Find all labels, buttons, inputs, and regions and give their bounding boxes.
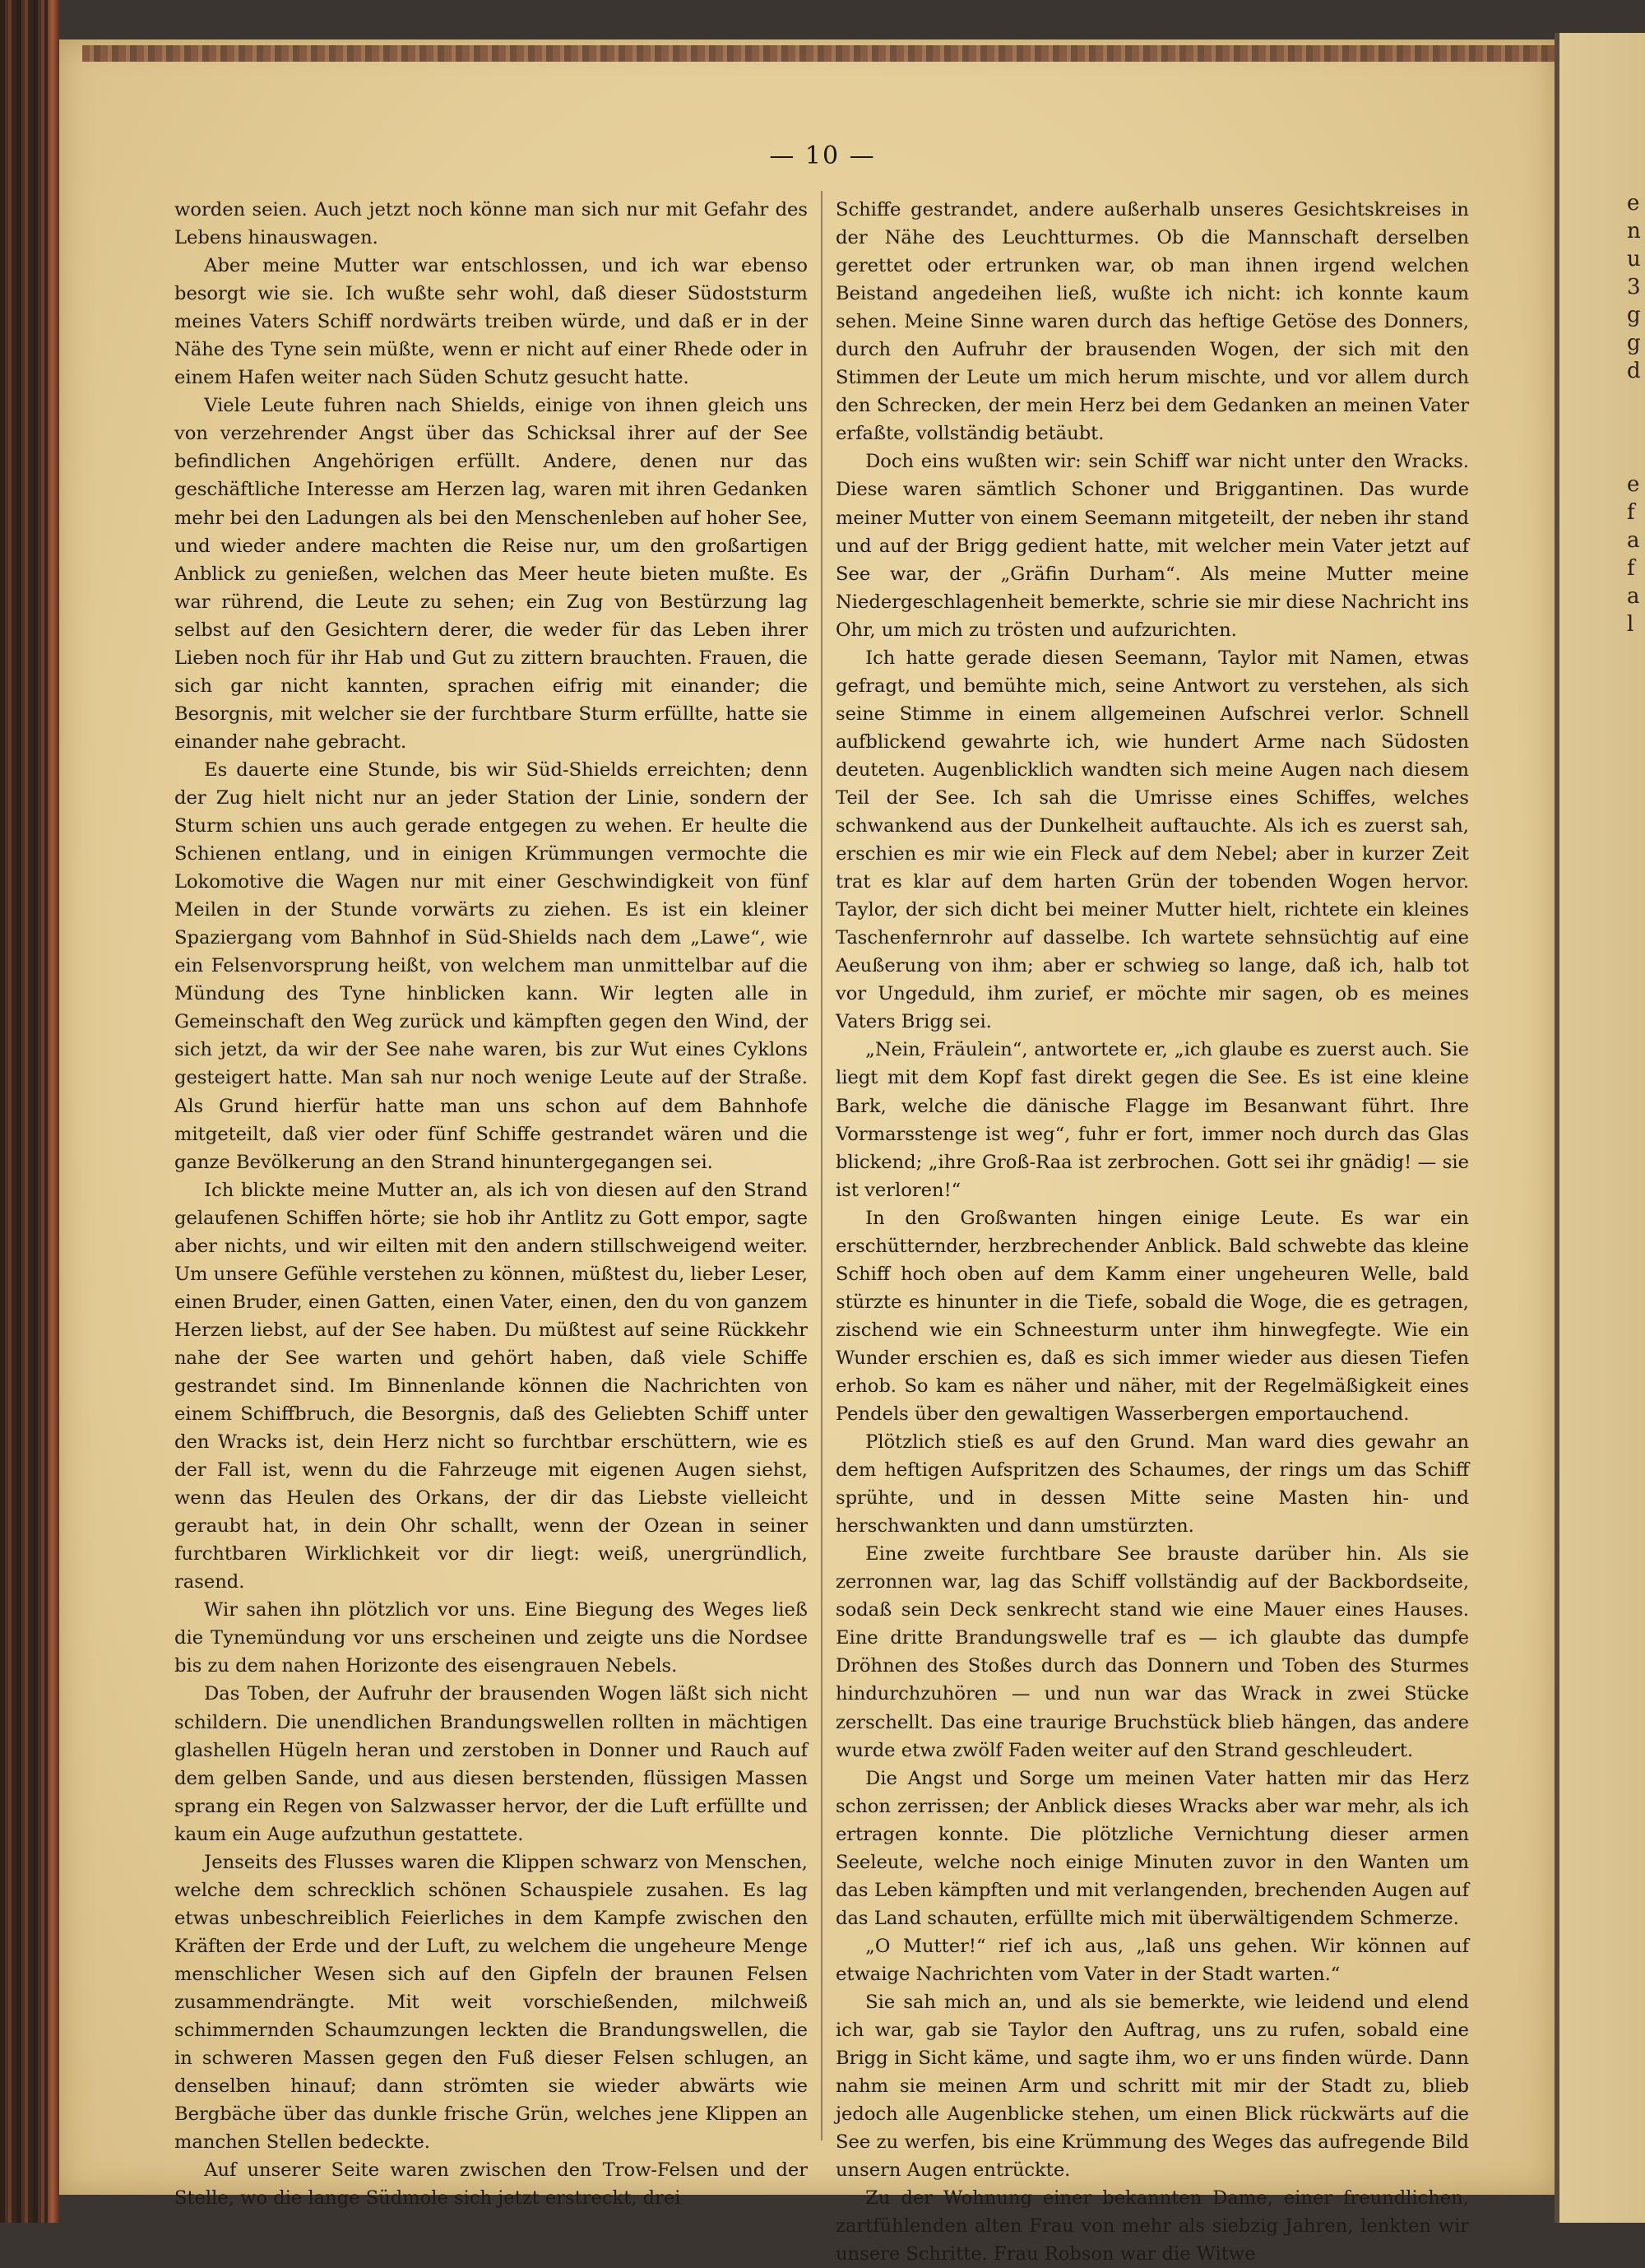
paragraph: Es dauerte eine Stunde, bis wir Süd-Shields erreichten; denn der Zug hielt nicht nur an jeder Station der Linie, sondern der Sturm schien uns auch gerade entgegen zu wehen. Er heulte die Schienen entlang, und in einigen Krümmungen vermochte die Lokomotive die Wagen nur mit einer Geschwindigkeit von fünf Meilen in der Stunde vorwärts zu ziehen. Es ist ein kleiner Spaziergang vom Bahnhof in Süd-Shields nach dem „Lawe“, wie ein Felsenvorsprung heißt, von welchem man unmittelbar auf die Mündung des Tyne hinblicken kann. Wir legten alle in Gemeinschaft den Weg zurück und kämpften gegen den Wind, der sich jetzt, da wir der See nahe waren, bis zur Wut eines Cyklons gesteigert hatte. Man sah nur noch wenige Leute auf der Straße. Als Grund hierfür hatte man uns schon auf dem Bahnhofe mitgeteilt, daß vier oder fünf Schiffe gestrandet wären und die ganze Bevölkerung an den Strand hinuntergegangen sei. [174,758,808,1173]
paragraph: Zu der Wohnung einer bekannten Dame, einer freundlichen, zartfühlenden alten Frau von mehr als siebzig Jahren, lenkten wir unsere Schritte. Frau Robson war die Witwe [836,2187,1469,2266]
paragraph: Wir sahen ihn plötzlich vor uns. Eine Biegung des Weges ließ die Tynemündung vor uns erscheinen und zeigte uns die Nordsee bis zu dem nahen Horizonte des eisengrauen Nebels. [174,1599,808,1677]
margin-letter: f [1627,556,1635,581]
paragraph: worden seien. Auch jetzt noch könne man sich nur mit Gefahr des Lebens hinauswagen. [174,199,808,249]
paragraph: Ich blickte meine Mutter an, als ich von diesen auf den Strand gelaufenen Schiffen hörte; sie hob ihr Antlitz zu Gott empor, sagte aber nichts, und wir eilten mit den andern stillschweigend weiter. Um unsere Gefühle verstehen zu können, müßtest du, lieber Leser, einen Bruder, einen Gatten, einen Vater, einen, den du von ganzem Herzen liebst, auf der See haben. Du müßtest auf seine Rückkehr nahe der See warten und gehört haben, daß viele Schiffe gestrandet sind. Im Binnenlande können die Nachrichten von einem Schiffbruch, die Besorgnis, daß des Geliebten Schiff unter den Wracks ist, dein Herz nicht so furchtbar erschüttern, wie es der Fall ist, wenn du die Fahrzeuge mit eigenen Augen siehst, wenn das Heulen des Orkans, der dir das Liebste vielleicht geraubt hat, in dein Ohr schallt, wenn der Ozean in seiner furchtbaren Wirklichkeit vor dir liegt: weiß, unergründlich, rasend. [174,1179,808,1593]
binding-edge [48,0,59,2223]
margin-letter: l [1627,612,1634,637]
page-number: — 10 — [769,141,876,170]
margin-letter: e [1627,191,1640,216]
paragraph: Schiffe gestrandet, andere außerhalb unseres Gesichtskreises in der Nähe des Leuchtturmes. Ob die Mannschaft derselben gerettet oder ertrunken war, ob man ihnen irgend welchen Beistand angedeihen ließ, wußte ich nicht: ich konnte kaum sehen. Meine Sinne waren durch das heftige Getöse des Donners, durch den Aufruhr der brausenden Wogen, der sich mit den Stimmen der Leute um mich herum mischte, und vor allem durch den Schrecken, der mein Herz bei dem Gedanken an meinen Vater erfaßte, vollständig betäubt. [836,199,1469,445]
paragraph: Jenseits des Flusses waren die Klippen schwarz von Menschen, welche dem schrecklich schönen Schauspiele zusahen. Es lag etwas unbeschreiblich Feierliches in dem Kampfe zwischen den Kräften der Erde und der Luft, zu welchem die ungeheure Menge menschlicher Wesen sich auf den Gipfeln der braunen Felsen zusammendrängte. Mit weit vorschießenden, milchweiß schimmernden Schaumzungen leckten die Brandungswellen, die in schweren Massen gegen den Fuß dieser Felsen schlugen, an denselben hinauf; dann strömten sie wieder abwärts wie Bergbäche über das dunkle frische Grün, welches jene Klippen an manchen Stellen bedeckte. [174,1851,808,2154]
paragraph: Sie sah mich an, und als sie bemerkte, wie leidend und elend ich war, gab sie Taylor den Auftrag, uns zu rufen, sobald eine Brigg in Sicht käme, und sagte ihm, wo er uns finden würde. Dann nahm sie meinen Arm und schritt mit mir der Stadt zu, blieb jedoch alle Augenblicke stehen, um einen Blick rückwärts auf die See zu werfen, bis eine Krümmung des Weges das aufregende Bild unsern Augen entrückte. [836,1992,1469,2182]
paragraph: Aber meine Mutter war entschlossen, und ich war ebenso besorgt wie sie. Ich wußte sehr wohl, daß dieser Südoststurm meines Vaters Schiff nordwärts treiben würde, und daß er in der Nähe des Tyne sein müßte, wenn er nicht auf einer Rhede oder in einem Hafen weiter nach Süden Schutz gesucht hatte. [174,255,808,389]
text-column-right [836,196,1469,2268]
paragraph: Das Toben, der Aufruhr der brausenden Wogen läßt sich nicht schildern. Die unendlichen Brandungswellen rollten in mächtigen glashellen Hügeln heran und zerstoben in Donner und Rauch auf dem gelben Sande, und aus diesen berstenden, flüssigen Massen sprang ein Regen von Salzwasser hervor, der die Luft erfüllte und kaum ein Auge aufzuthun gestattete. [174,1683,808,1845]
page-top-edge [82,45,1555,62]
margin-letter: a [1627,528,1640,553]
text-column-left [174,196,808,2212]
margin-letter: f [1627,500,1635,525]
paragraph: Viele Leute fuhren nach Shields, einige von ihnen gleich uns von verzehrender Angst über das Schicksal ihrer auf der See befindlichen Angehörigen erfüllt. Andere, denen nur das geschäftliche Interesse am Herzen lag, waren mit ihren Gedanken mehr bei den Ladungen als bei den Menschenleben auf hoher See, und wieder andere machten die Reise nur, um den großartigen Anblick zu genießen, welchen das Meer heute bieten mußte. Es war rührend, die Leute zu sehen; ein Zug von Bestürzung lag selbst auf den Gesichtern derer, die weder für das Leben ihrer Lieben noch für ihr Hab und Gut zu zittern brauchten. Frauen, die sich gar nicht kannten, sprachen eifrig mit einander; die Besorgnis, mit welcher sie der furchtbare Sturm erfüllte, hatte sie einander nahe gebracht. [174,395,808,753]
margin-letter: a [1627,584,1640,609]
margin-letter: n [1627,219,1641,243]
paragraph: In den Großwanten hingen einige Leute. Es war ein erschütternder, herzbrechender Anblick. Bald schwebte das kleine Schiff hoch oben auf dem Kamm einer ungeheuren Welle, bald stürzte es hinunter in die Tiefe, sobald die Woge, die es getragen, zischend wie ein Schneesturm unter ihm hinwegfegte. Wie ein Wunder erschien es, daß es sich immer wieder aus diesen Tiefen erhob. So kam es näher und näher, mit der Regelmäßigkeit eines Pendels über den gewaltigen Wasserbergen emportauchend. [836,1207,1469,1426]
margin-letter: 3 [1627,275,1641,299]
paragraph: Eine zweite furchtbare See brauste darüber hin. Als sie zerronnen war, lag das Schiff vollständig auf der Backbordseite, sodaß sein Deck senkrecht stand wie eine Mauer eines Hauses. Eine dritte Brandungswelle traf es — ich glaubte das dumpfe Dröhnen des Stoßes durch das Donnern und Toben des Sturmes hindurchzuhören — und nun war das Wrack in zwei Stücke zerschellt. Das eine traurige Bruchstück blieb hängen, das andere wurde etwa zwölf Faden weiter auf den Strand geschleudert. [836,1543,1469,1761]
paragraph: Auf unserer Seite waren zwischen den Trow-Felsen und der Stelle, wo die lange Südmole sich jetzt erstreckt, drei [174,2159,808,2210]
margin-letter: d [1627,359,1641,383]
column-divider [821,191,822,2140]
margin-letter: g [1627,331,1641,355]
margin-letter: g [1627,303,1641,327]
margin-letter: u [1627,247,1641,271]
paragraph: Plötzlich stieß es auf den Grund. Man ward dies gewahr an dem heftigen Aufspritzen des Schaumes, der rings um das Schiff sprühte, und in dessen Mitte seine Masten hin- und herschwankten und dann umstürzten. [836,1431,1469,1538]
paragraph: Die Angst und Sorge um meinen Vater hatten mir das Herz schon zerrissen; der Anblick dieses Wracks aber war mehr, als ich ertragen konnte. Die plötzliche Vernichtung dieser armen Seeleute, welche noch einige Minuten zuvor in den Wanten um das Leben kämpften und mit verlangenden, brechenden Augen auf das Land schauten, erfüllte mich mit überwältigendem Schmerze. [836,1767,1469,1929]
paragraph: Doch eins wußten wir: sein Schiff war nicht unter den Wracks. Diese waren sämtlich Schoner und Briggantinen. Das wurde meiner Mutter von einem Seemann mitgeteilt, der neben ihr stand und auf der Brigg gedient hatte, mit welcher mein Vater jetzt auf See war, der „Gräfin Durham“. Als meine Mutter meine Niedergeschlagenheit bemerkte, schrie sie mir diese Nachricht ins Ohr, um mich zu trösten und aufzurichten. [836,451,1469,641]
paragraph: „O Mutter!“ rief ich aus, „laß uns gehen. Wir können auf etwaige Nachrichten vom Vater in der Stadt warten.“ [836,1935,1469,1985]
paragraph: „Nein, Fräulein“, antwortete er, „ich glaube es zuerst auch. Sie liegt mit dem Kopf fast direkt gegen die See. Es ist eine kleine Bark, welche die dänische Flagge im Besanwant führt. Ihre Vormarsstenge ist weg“, fuhr er fort, immer noch durch das Glas blickend; „ihre Groß-Raa ist zerbrochen. Gott sei ihr gnädig! — sie ist verloren!“ [836,1039,1469,1201]
paragraph: Ich hatte gerade diesen Seemann, Taylor mit Namen, etwas gefragt, und bemühte mich, seine Antwort zu verstehen, als sich seine Stimme in einem allgemeinen Aufschrei verlor. Schnell aufblickend gewahrte ich, wie hundert Arme nach Südosten deuteten. Augenblicklich wandten sich meine Augen nach diesem Teil der See. Ich sah die Umrisse eines Schiffes, welches schwankend aus der Dunkelheit auftauchte. Als ich es zuerst sah, erschien es mir wie ein Fleck auf dem Nebel; aber in kurzer Zeit trat es klar auf dem harten Grün der tobenden Wogen hervor. Taylor, der sich dicht bei meiner Mutter hielt, richtete ein kleines Taschenfernrohr auf dasselbe. Ich wartete sehnsüchtig auf eine Aeußerung von ihm; aber er schwieg so lange, daß ich, halb tot vor Ungeduld, ihm zurief, er möchte mir sagen, ob es meines Vaters Brigg sei. [836,647,1469,1033]
book-binding [0,0,48,2223]
margin-letter: e [1627,472,1640,497]
